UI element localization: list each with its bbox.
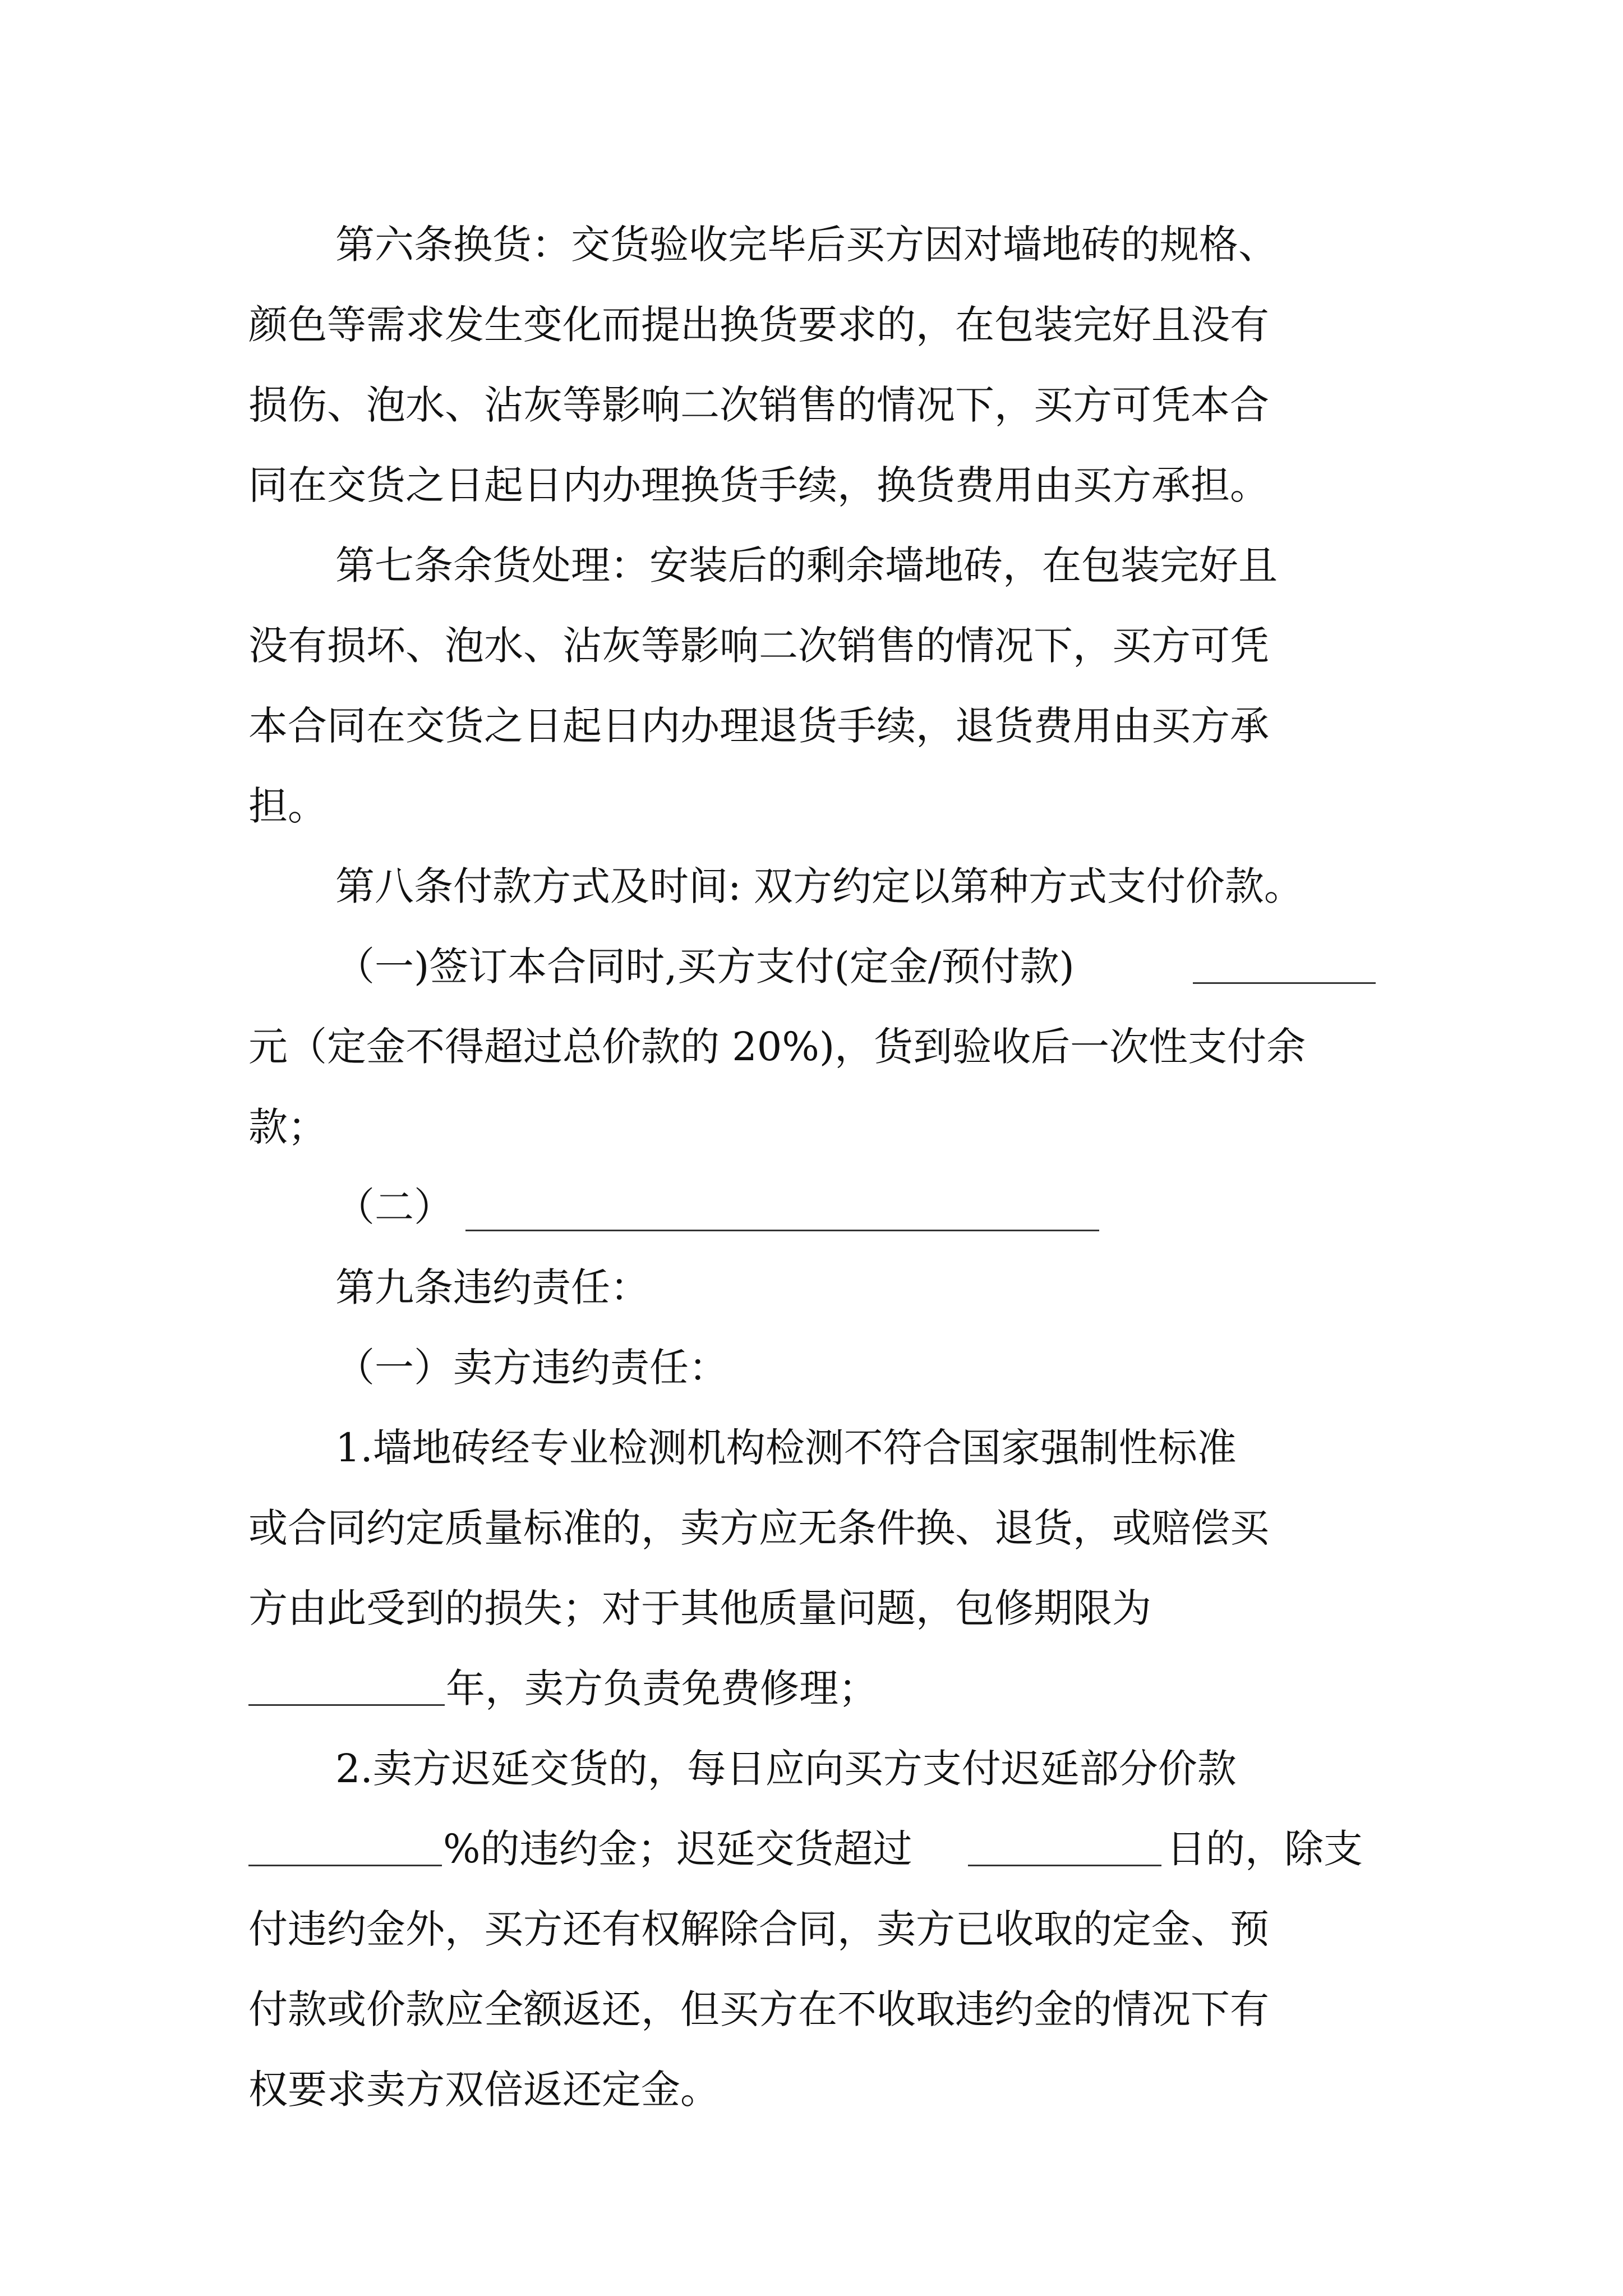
paragraph-text: 同在交货之日起日内办理换货手续，换货费用由买方承担。 [248, 462, 1269, 508]
blank-line [248, 1704, 445, 1706]
payment-item-1-text: （一)签订本合同时,买方支付(定金/预付款) [335, 944, 1075, 990]
text-line [0, 922, 1623, 1011]
blank-line [1193, 982, 1376, 984]
article-6-text: 第六条换货：交货验收完毕后买方因对墙地砖的规格、 [335, 222, 1278, 268]
paragraph-text: 权要求卖方双倍返还定金。 [248, 2067, 720, 2113]
text-line [0, 1403, 1623, 1493]
text-line [0, 1563, 1623, 1653]
text-line [0, 681, 1623, 771]
paragraph-text: 日的，除支 [1166, 1826, 1363, 1872]
text-line [0, 1082, 1623, 1172]
paragraph-text: 或合同约定质量标准的，卖方应无条件换、退货，或赔偿买 [248, 1505, 1269, 1551]
text-line [0, 280, 1623, 370]
text-line [0, 1483, 1623, 1573]
text-line [0, 1162, 1623, 1252]
paragraph-text: 颜色等需求发生变化而提出换货要求的，在包装完好且没有 [248, 302, 1269, 348]
text-line [0, 1724, 1623, 1814]
text-line [0, 360, 1623, 450]
article-7-text: 第七条余货处理：安装后的剩余墙地砖，在包装完好且 [335, 542, 1278, 588]
seller-liability-heading: （一）卖方违约责任： [335, 1345, 728, 1391]
text-line [0, 440, 1623, 530]
text-line [0, 1323, 1623, 1412]
paragraph-text: 没有损坏、泡水、沾灰等影响二次销售的情况下，买方可凭 [248, 623, 1269, 669]
paragraph-text: 元（定金不得超过总价款的 20%)，货到验收后一次性支付余 [248, 1024, 1306, 1070]
article-9-text: 第九条违约责任： [335, 1264, 649, 1310]
blank-line [968, 1865, 1161, 1866]
text-line [0, 2045, 1623, 2134]
paragraph-text: 年，卖方负责免费修理； [446, 1665, 878, 1711]
text-line [0, 841, 1623, 931]
article-8-text: 第八条付款方式及时间: 双方约定以第种方式支付价款。 [335, 863, 1303, 909]
clause-1-text: 1.墙地砖经专业检测机构检测不符合国家强制性标准 [335, 1425, 1237, 1471]
text-line [0, 601, 1623, 691]
paragraph-text: 损伤、泡水、沾灰等影响二次销售的情况下，买方可凭本合 [248, 382, 1269, 428]
text-line [0, 1964, 1623, 2054]
paragraph-text: 本合同在交货之日起日内办理退货手续，退货费用由买方承 [248, 703, 1269, 749]
text-line [0, 761, 1623, 851]
text-line [0, 1804, 1623, 1894]
text-line [0, 521, 1623, 610]
paragraph-text: 付违约金外，买方还有权解除合同，卖方已收取的定金、预 [248, 1906, 1269, 1952]
paragraph-text: 方由此受到的损失；对于其他质量问题，包修期限为 [248, 1585, 1151, 1631]
text-line [0, 1002, 1623, 1092]
text-line [0, 200, 1623, 289]
text-line [0, 1243, 1623, 1332]
text-line [0, 1644, 1623, 1733]
blank-line [465, 1230, 1099, 1231]
paragraph-text: 担。 [248, 783, 327, 829]
text-line [0, 1884, 1623, 1974]
paragraph-text: 款； [248, 1104, 327, 1150]
blank-line [248, 1865, 442, 1866]
paragraph-text: %的违约金；迟延交货超过 [443, 1826, 912, 1872]
payment-item-2-text: （二） [335, 1184, 453, 1230]
paragraph-text: 付款或价款应全额返还，但买方在不收取违约金的情况下有 [248, 1986, 1269, 2032]
clause-2-text: 2.卖方迟延交货的，每日应向买方支付迟延部分价款 [335, 1746, 1237, 1792]
